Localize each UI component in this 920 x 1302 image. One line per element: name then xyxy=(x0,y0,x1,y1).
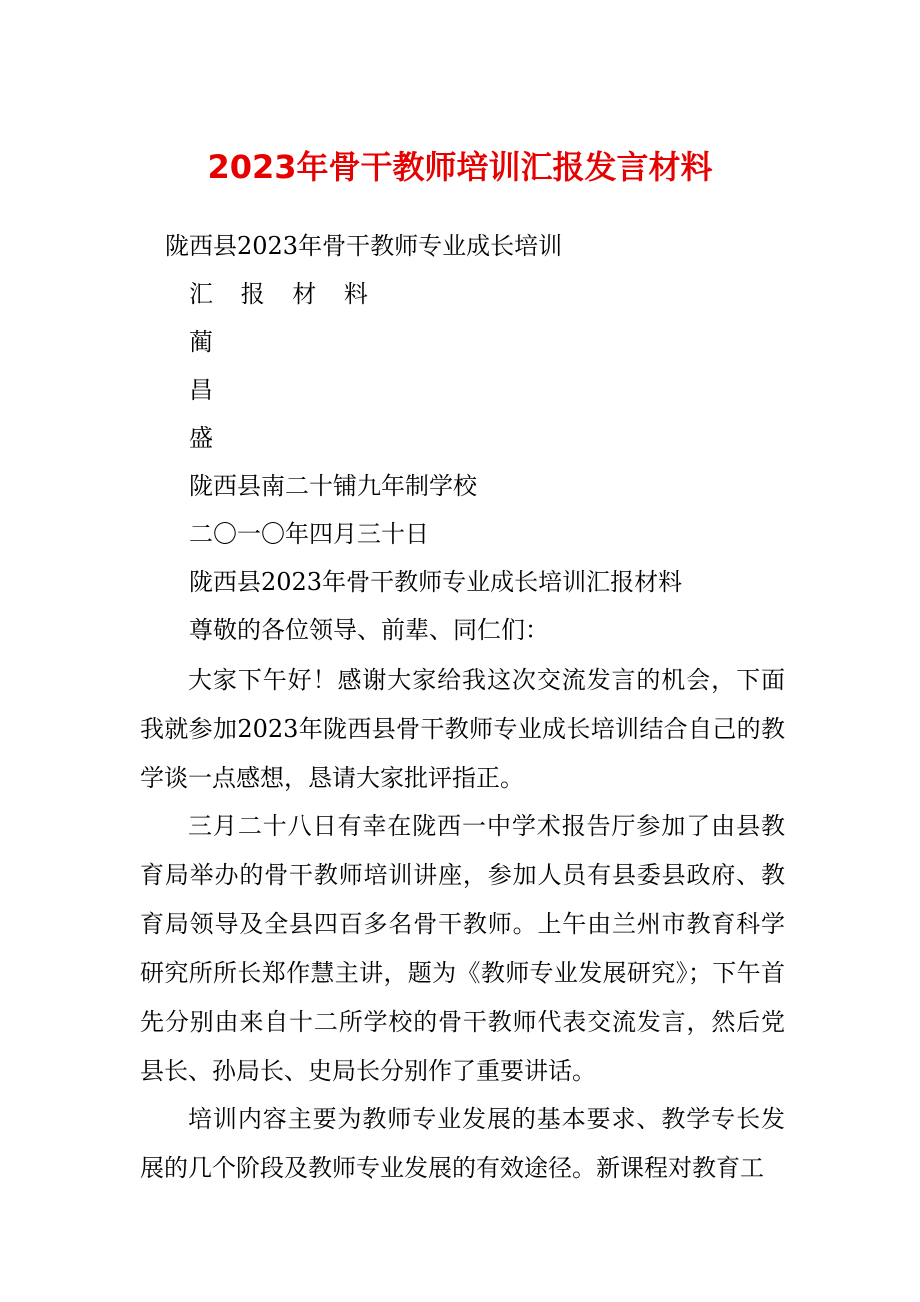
cover-author-char2: 昌 xyxy=(189,376,213,404)
cover-author-char3: 盛 xyxy=(189,424,213,452)
body-paragraph: 三月二十八日有幸在陇西一中学术报告厅参加了由县教育局举办的骨干教师培训讲座，参加人员有县委县政府、教育局领导及全县四百多名骨干教师。上午由兰州市教育科学研究所所长郑作慧主讲，题为《教师专业发展研究》；下午首先分别由来自十二所学校的骨干教师代表交流发言，然后党县长、孙局长、史局长分别作了重要讲话。 xyxy=(140,812,785,1085)
cover-author-char1: 蔺 xyxy=(189,328,213,356)
cover-subtitle-line1: 陇西县2023年骨干教师专业成长培训 xyxy=(165,232,563,260)
body-heading: 陇西县2023年骨干教师专业成长培训汇报材料 xyxy=(189,568,683,596)
body-salutation: 尊敬的各位领导、前辈、同仁们： xyxy=(189,616,549,644)
cover-date: 二〇一〇年四月三十日 xyxy=(189,520,429,548)
cover-subtitle-line2: 汇 报 材 料 xyxy=(189,280,378,308)
document-title: 2023年骨干教师培训汇报发言材料 xyxy=(207,148,713,186)
body-paragraph: 培训内容主要为教师专业发展的基本要求、教学专长发展的几个阶段及教师专业发展的有效途径。新课程对教育工 xyxy=(140,1105,785,1182)
cover-school: 陇西县南二十铺九年制学校 xyxy=(189,472,477,500)
body-paragraph: 大家下午好！感谢大家给我这次交流发言的机会，下面我就参加2023年陇西县骨干教师专业成长培训结合自己的教学谈一点感想，恳请大家批评指正。 xyxy=(140,666,785,792)
